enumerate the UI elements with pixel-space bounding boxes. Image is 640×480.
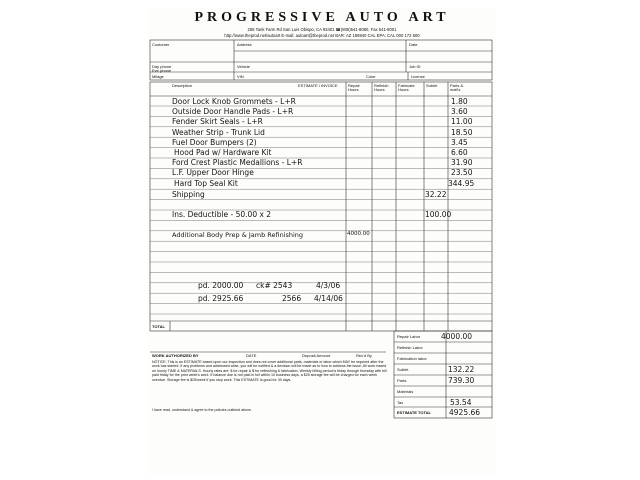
totals-label: Sublet <box>397 367 409 372</box>
payment-amount: pd. 2000.00 <box>198 281 244 290</box>
line-item-desc: L.F. Upper Door Hinge <box>172 168 254 177</box>
line-item-desc: Weather Strip - Trunk Lid <box>172 128 265 137</box>
sublet-header: Sublet <box>426 83 438 88</box>
company-name: PROGRESSIVE AUTO ART <box>194 10 450 25</box>
acknowledge-text: I have read, understand & agree to the policies outlined above. <box>152 408 252 412</box>
company-address: 265 Tank Farm Rd San Luis Obispo, CA 93401 ☎(805)541-8080, Fax 541-8001 <box>247 27 397 32</box>
job-id-label: Job ID <box>409 64 421 69</box>
payment-check: ck# 2543 <box>256 281 293 290</box>
totals-label: Tax <box>397 400 404 405</box>
line-item-repair: 4000.00 <box>347 231 370 237</box>
line-item-desc: Hard Top Seal Kit <box>174 179 238 188</box>
totals-value: 132.22 <box>448 365 475 374</box>
recd-by-label: Rec'd By <box>356 353 372 358</box>
totals-value: 739.30 <box>448 376 475 385</box>
payment-date: 4/14/06 <box>314 294 343 303</box>
deposit-label: Deposit Amount <box>302 353 331 358</box>
totals-label: Fabrication labor <box>397 356 427 361</box>
parts-header: Parts & matl's <box>450 83 464 93</box>
address-label: Address <box>237 42 252 47</box>
description-header: Description <box>172 83 193 88</box>
line-item-parts: 3.45 <box>451 138 468 147</box>
work-authorized-label: WORK AUTHORIZED BY <box>152 353 199 358</box>
total-label: TOTAL <box>152 324 165 329</box>
company-web: http://www.theprod.net/autoart E-mail: autoart@theprod.net BAR: AZ 198840 CAL EPA: CAL 000 172 800 <box>224 33 420 38</box>
customer-label: Customer <box>152 42 170 47</box>
vehicle-label: Vehicle <box>237 64 250 69</box>
payment-check: 2566 <box>282 294 302 303</box>
line-item-parts: 3.60 <box>451 107 468 116</box>
line-item-desc: Ford Crest Plastic Medallions - L+R <box>172 158 303 167</box>
totals-label: Repair Labor <box>397 334 421 339</box>
mileage-label: Milage <box>152 74 164 79</box>
line-item-desc: Fender Skirt Seals - L+R <box>172 117 263 126</box>
auth-date-label: DATE <box>246 353 257 358</box>
line-item-desc: Outside Door Handle Pads - L+R <box>172 107 294 116</box>
line-item-sublet: 100.00 <box>425 210 452 219</box>
line-item-desc: Fuel Door Bumpers (2) <box>172 138 257 147</box>
line-item-desc: Shipping <box>172 190 205 199</box>
line-item-parts: 23.50 <box>451 168 473 177</box>
notice-text: NOTICE: This is an ESTIMATE based upon our inspection and does not cover additional parts, materials or labor which MAY be required after the work has started. If any problems and addressed arise, you will be notified & a decision will be made as to how to address the issue. All work based on hourly TIME & MATERIALS. Hourly rates are: $ for repair & $ for refinishing & fabrication. Weekly billing period is friday through thursday with bill paid friday for the prior week's work. If balance due is not paid in full within 10 business days, a $25 storage fee will be charged for each week overdue. Storage fee is $25/week if you stop work. This ESTIMATE is good for 30 days. <box>152 360 387 382</box>
fabricate-hours-header: Fabricate Hours <box>398 83 415 93</box>
license-label: License <box>411 74 425 79</box>
line-item-parts: 31.90 <box>451 158 473 167</box>
line-item-desc: Ins. Deductible - 50.00 x 2 <box>172 210 272 219</box>
estimate-total-value: 4925.66 <box>449 408 481 417</box>
line-item-parts: 1.80 <box>451 97 468 106</box>
line-item-sublet: 32.22 <box>425 190 447 199</box>
totals-value: 53.54 <box>450 398 472 407</box>
line-item-parts: 18.50 <box>451 128 473 137</box>
line-item-parts: 344.95 <box>448 179 475 188</box>
line-item-desc: Hood Pad w/ Hardware Kit <box>174 148 272 157</box>
totals-label: ESTIMATE TOTAL <box>397 410 431 415</box>
totals-label: Materials <box>397 389 414 394</box>
line-item-parts: 6.60 <box>451 148 468 157</box>
payment-amount: pd. 2925.66 <box>198 294 244 303</box>
line-item-desc: Additional Body Prep & Jamb Refinishing <box>172 231 304 239</box>
totals-value: 4000.00 <box>441 332 473 341</box>
day-phone-label: Day phone <box>152 64 172 69</box>
estimate-header: ESTIMATE / INVOICE <box>298 83 338 88</box>
vin-label: VIN <box>237 74 244 79</box>
totals-label: Refinish Labor <box>397 345 423 350</box>
eve-phone-label: Eve phone <box>152 68 172 73</box>
color-label: Color <box>366 74 376 79</box>
repair-hours-header: Repair Hours <box>348 83 360 93</box>
invoice-page <box>148 8 496 474</box>
payment-date: 4/3/06 <box>316 281 341 290</box>
line-item-parts: 11.00 <box>451 117 473 126</box>
totals-label: Parts <box>397 378 407 383</box>
date-label: Date <box>409 42 418 47</box>
refinish-hours-header: Refinish Hours <box>374 83 389 93</box>
line-item-desc: Door Lock Knob Grommets - L+R <box>172 97 296 106</box>
form-grid <box>148 8 496 474</box>
